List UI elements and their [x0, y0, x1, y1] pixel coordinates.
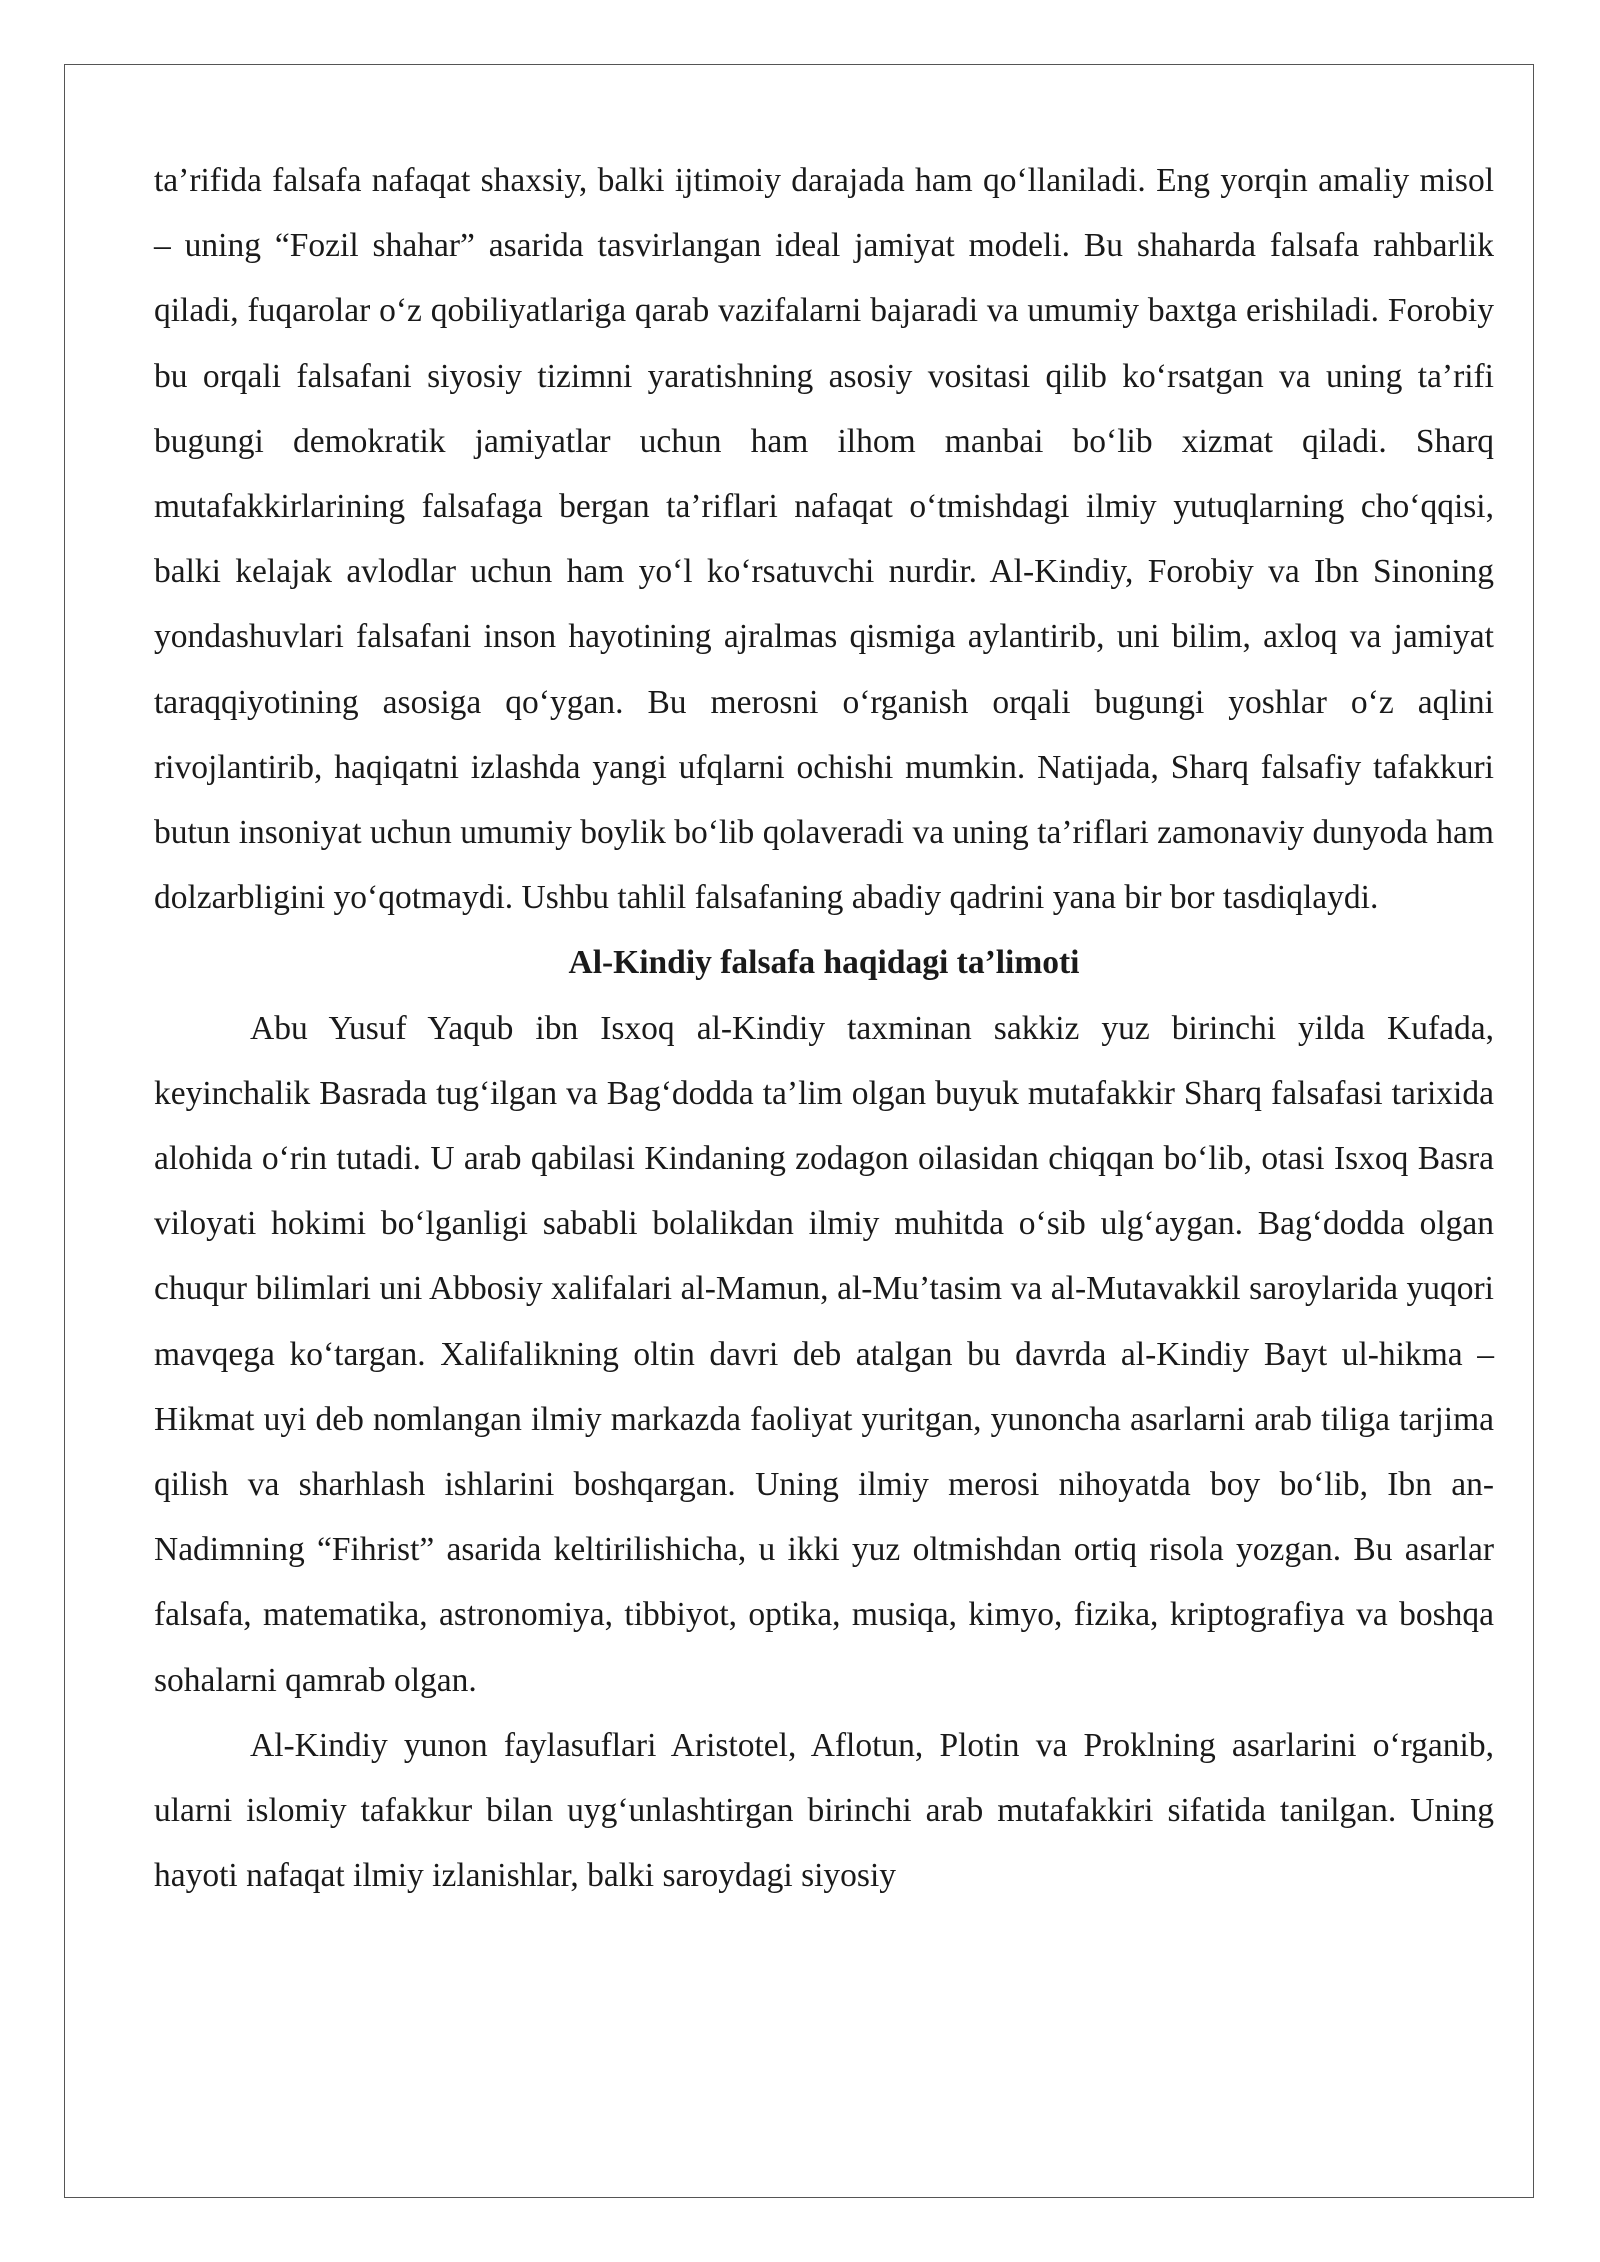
paragraph-greek-influence: Al-Kindiy yunon faylasuflari Aristotel, Aflotun, Plotin va Proklning asarlarini o‘rganib, ularni islomiy tafakkur bilan uyg‘unlashtirgan birinchi arab mutafakkiri sifatida tanilgan. Uning hayoti nafaqat ilmiy izlanishlar, balki saroydagi siyosiy [154, 1726, 1494, 1895]
paragraph-biography: Abu Yusuf Yaqub ibn Isxoq al-Kindiy taxminan sakkiz yuz birinchi yilda Kufada, keyinchalik Basrada tug‘ilgan va Bag‘dodda ta’lim olgan buyuk mutafakkir Sharq falsafasi tarixida alohida o‘rin tutadi. U arab qabilasi Kindaning zodagon oilasidan chiqqan bo‘lib, otasi Isxoq Basra viloyati hokimi bo‘lganligi sababli bolalikdan ilmiy muhitda o‘sib ulg‘aygan. Bag‘dodda olgan chuqur bilimlari uni Abbosiy xalifalari al-Mamun, al-Mu’tasim va al-Mutavakkil saroylarida yuqori mavqega ko‘targan. Xalifalikning oltin davri deb atalgan bu davrda al-Kindiy Bayt ul-hikma – Hikmat uyi deb nomlangan ilmiy markazda faoliyat yuritgan, yunoncha asarlarni arab tiliga tarjima qilish va sharhlash ishlarini boshqargan. Uning ilmiy merosi nihoyatda boy bo‘lib, Ibn an-Nadimning “Fihrist” asarida keltirilishicha, u ikki yuz oltmishdan ortiq risola yozgan. Bu asarlar falsafa, matematika, astronomiya, tibbiyot, optika, musiqa, kimyo, fizika, kriptografiya va boshqa sohalarni qamrab olgan. [154, 1009, 1494, 1699]
paragraph-continuation: ta’rifida falsafa nafaqat shaxsiy, balki ijtimoiy darajada ham qo‘llaniladi. Eng yorqin amaliy misol – uning “Fozil shahar” asarida tasvirlangan ideal jamiyat modeli. Bu shaharda falsafa rahbarlik qiladi, fuqarolar o‘z qobiliyatlariga qarab vazifalarni bajaradi va umumiy baxtga erishiladi. Forobiy bu orqali falsafani siyosiy tizimni yaratishning asosiy vositasi qilib ko‘rsatgan va uning ta’rifi bugungi demokratik jamiyatlar uchun ham ilhom manbai bo‘lib xizmat qiladi. Sharq mutafakkirlarining falsafaga bergan ta’riflari nafaqat o‘tmishdagi ilmiy yutuqlarning cho‘qqisi, balki kelajak avlodlar uchun ham yo‘l ko‘rsatuvchi nurdir. Al-Kindiy, Forobiy va Ibn Sinoning yondashuvlari falsafani inson hayotining ajralmas qismiga aylantirib, uni bilim, axloq va jamiyat taraqqiyotining asosiga qo‘ygan. Bu merosni o‘rganish orqali bugungi yoshlar o‘z aqlini rivojlantirib, haqiqatni izlashda yangi ufqlarni ochishi mumkin. Natijada, Sharq falsafiy tafakkuri butun insoniyat uchun umumiy boylik bo‘lib qolaveradi va uning ta’riflari zamonaviy dunyoda ham dolzarbligini yo‘qotmaydi. Ushbu tahlil falsafaning abadiy qadrini yana bir bor tasdiqlaydi. [154, 162, 1494, 917]
section-heading: Al-Kindiy falsafa haqidagi ta’limoti [568, 944, 1080, 982]
document-body [154, 148, 1494, 1908]
